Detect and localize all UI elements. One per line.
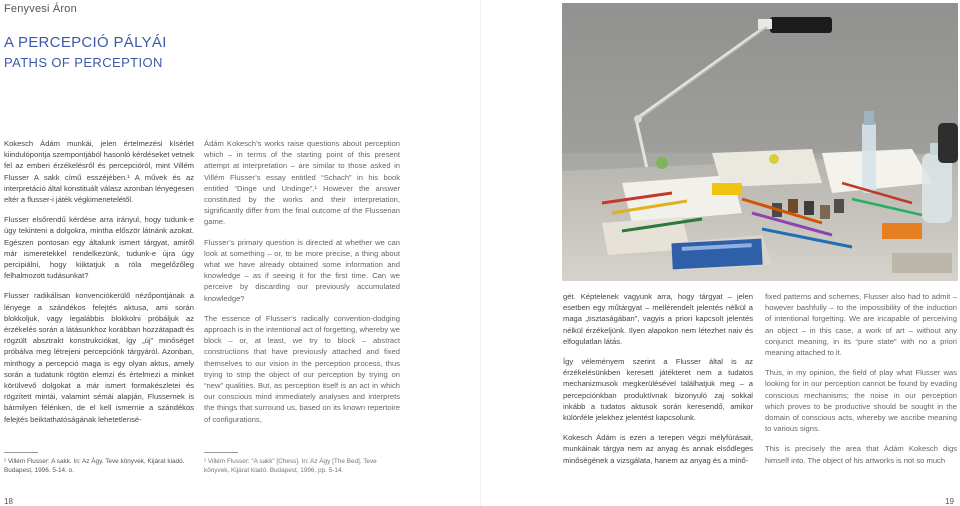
page-title-en: PATHS OF PERCEPTION xyxy=(4,55,163,70)
hungarian-column-left xyxy=(4,138,194,434)
hungarian-column-right xyxy=(563,291,753,475)
paragraph: This is precisely the area that Ádám Kokesch digs himself into. The object of his artworks is not so much xyxy=(765,444,957,465)
paragraph: Ádám Kokesch’s works raise questions about perception which – in terms of the starting point of this present attempt at interpretation – are similar to those asked in Villém Flusser’s essay entitled “Schach” in his book entitled “Dinge und Undinge”.¹ However the answer constituted by the works and their interpretation, significantly differ from the final outcome of the Flusserian game. xyxy=(204,139,400,227)
paragraph: Thus, in my opinion, the field of play what Flusser was looking for in our perception cannot be found by evading conscious mechanisms; the noise in our perception which proves to be productive should be sought in the domain of conscious acts, whereby we ascribe meaning to various signs. xyxy=(765,368,957,434)
footnote-rule xyxy=(204,452,238,453)
paragraph: Flusser’s primary question is directed at whether we can look at something – or, to be more precise, a thing about what we have already obtained some information and knowledge – as if seeing it for the first time. Can we perceive by discarding our previously accumulated knowledge? xyxy=(204,237,400,303)
paragraph: Flusser elsőrendű kérdése arra irányul, hogy tudunk-e úgy tekinteni a dolgokra, mintha először látnánk azokat. Egészen pontosan egy általunk ismert tárgyat, amiről már ismeretekkel rendelkezünk, tudunk-e újra úgy percipiálni, hogy kiiktatjuk a róla megelőzőleg felhalmozott tudásunkat? xyxy=(4,215,194,281)
paragraph: Kokesch Ádám is ezen a terepen végzi mélyfúrásait, munkáinak tárgya nem az anyag és annak elsődleges minőségének a vizsgálata, hanem az anyag és a minő- xyxy=(563,433,753,465)
page-number-left: 18 xyxy=(4,497,13,506)
paragraph: Kokesch Ádám munkái, jelen értelmezési kísérlet kiindulópontja szempontjából hasonló kérdéseket vetnek fel az emberi érzékelésről és percepcióról, mint Villém Flusser A sakk című esszéjében.¹ A művek és az interpretáció által konstituált válasz azonban lényegesen eltér a flusser-i játék végkimenetelétől. xyxy=(4,139,194,205)
paragraph: Így véleményem szerint a Flusser által is az érzékelésünkben keresett játékteret nem a tudatos mechanizmusok megkerülésével találhatjuk meg – a percepciónkban produktívnak bizonyuló zaj sokkal inkább a tudatos aktusok során keresendő, amikor különféle jelekhez jelentést kapcsolunk. xyxy=(563,357,753,423)
paragraph: gét. Képtelenek vagyunk arra, hogy tárgyat – jelen esetben egy műtárgyat – mellérendelt jelentés nélkül a maga „tisztaságában”, vagyis a priori kapcsolt jelentés nélkül érzékeljünk. Ilyen alapokon nem létezhet naiv és elfogulatlan látás. xyxy=(563,292,753,346)
footnote-en: ¹ Villém Flusser: “A sakk” [Chess]. In: Az Ágy [The Bed]. Teve könyvek, Kijárat kiadó. Budapest, 1996. pp. 5-14. xyxy=(204,458,377,474)
page-title-hu: A PERCEPCIÓ PÁLYÁI xyxy=(4,34,167,51)
footnote-rule xyxy=(4,452,38,453)
paragraph: fixed patterns and schemes, Flusser also had to admit – however bashfully – to the impossibility of the induction of intentional forgetting. We are incapable of perceiving an object – in this case, a work of art – without any conjunct meaning, in its “pure state” with no a priori meaning attached to it. xyxy=(765,292,957,358)
studio-photograph xyxy=(562,3,958,281)
paragraph: Flusser radikálisan konvenciókerülő nézőpontjának a lényege a szándékos felejtés aktusa, ami során blokkoljuk, vagy legalábbis blokkolni próbáljuk az érzékelés során a látásunkhoz korábban hozzátapadt és rögzült absztrakt konstrukciókat, így „új” minőséget próbálva meg létrejeni percepciónk tárgyáról. Azonban, minthogy a percepció maga is egy olyan aktus, amely során a tudatunk rögtön elemzi és értelmezi a minket körülvevő dolgokat a már ismert formakészletei és rögzített mintái, valamint sémái alapján, Flussernek is bármilyen félénken, de el kell ismernie a szándékos felejtés beiktathatóságának lehetetlensé- xyxy=(4,291,194,424)
footnote-hu: ¹ Villém Flusser: A sakk. In: Az Ágy. Teve könyvek, Kijárat kiadó. Budapest, 1996. 5-14. o. xyxy=(4,458,185,474)
english-column-right xyxy=(765,291,957,475)
spread-divider xyxy=(480,0,481,506)
author-name: Fenyvesi Áron xyxy=(4,3,77,15)
page-number-right: 19 xyxy=(945,497,954,506)
english-column-left xyxy=(204,138,400,434)
paragraph: The essence of Flusser’s radically convention-dodging approach is in the intentional act of forgetting, whereby we block – or, at least, we try to block – abstract constructions that have previously attached and fixed themselves to our vision in the perception process, thus trying to strip the object of our perception by trying on “new” qualities. But, as perception itself is an act in which our conscious mind immediately analyses and interprets the things that surround us, based on its known repertoire of configurations, xyxy=(204,313,400,424)
